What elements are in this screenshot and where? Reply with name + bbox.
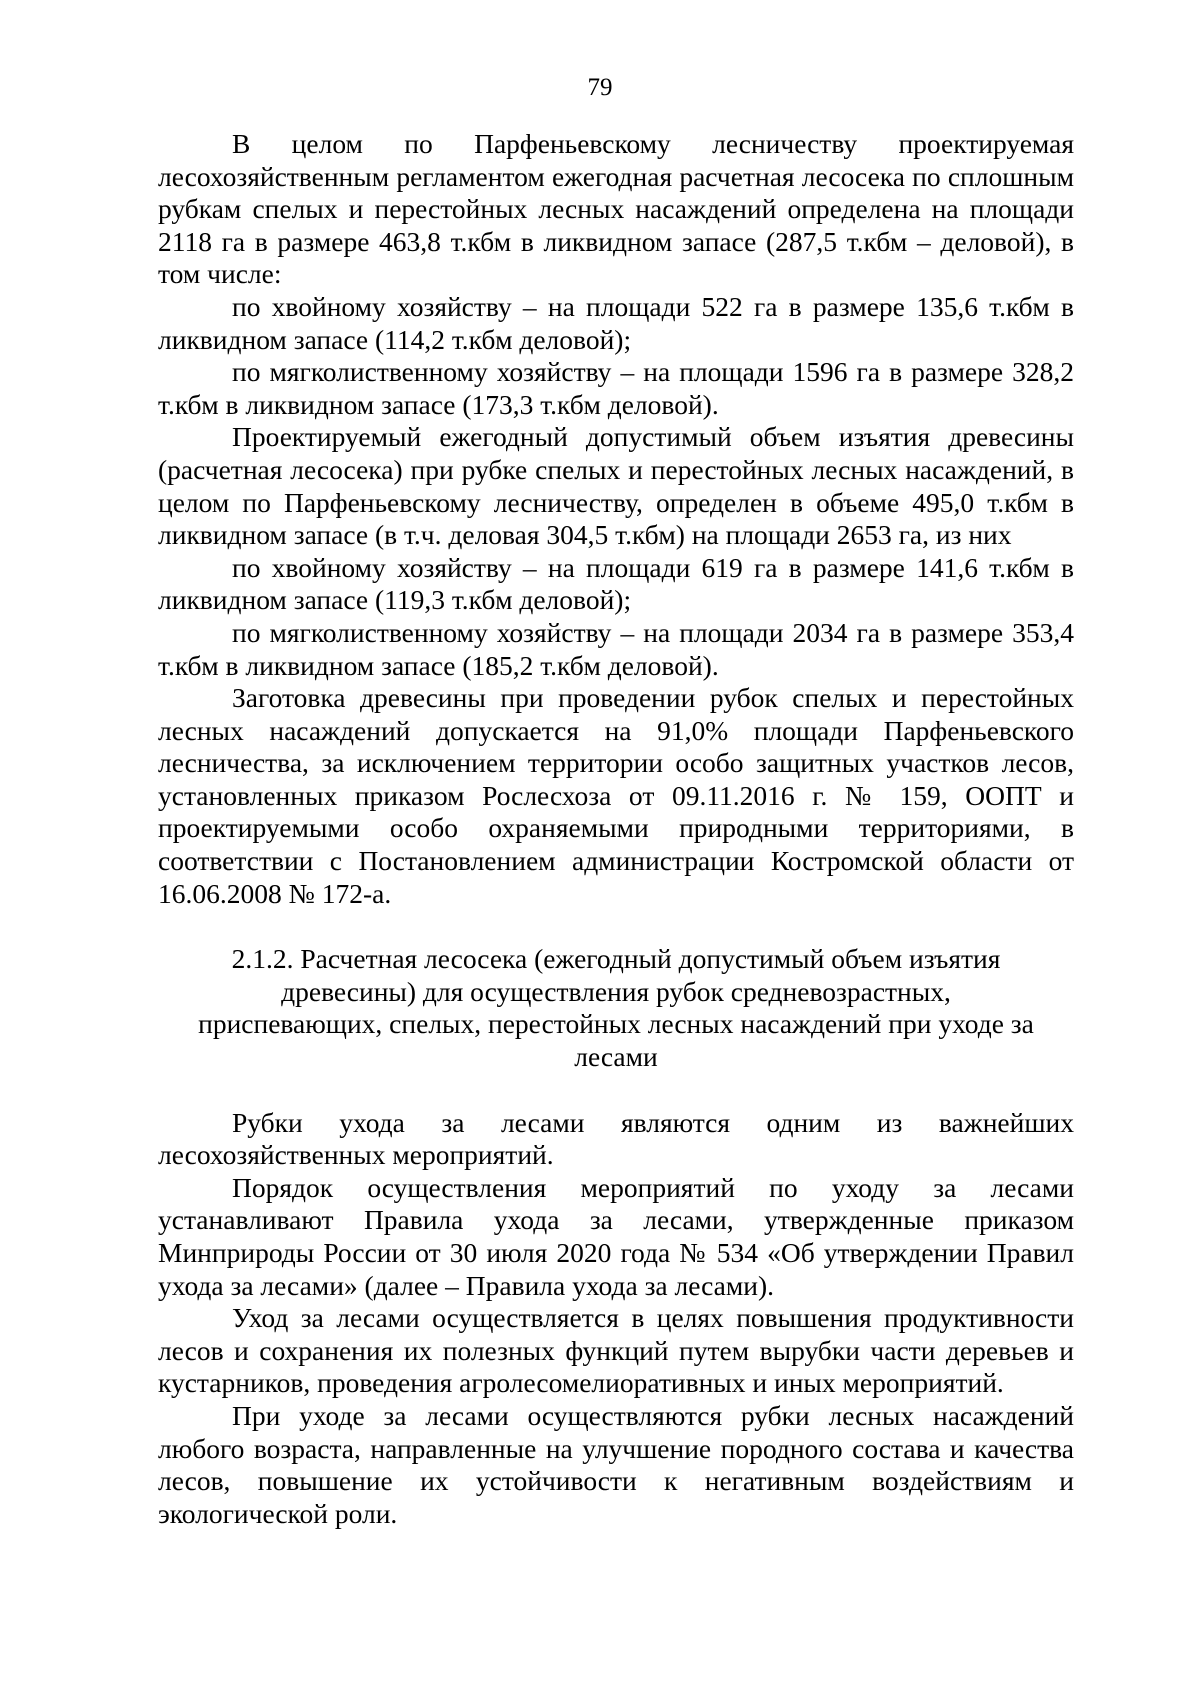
paragraph-thinning-cuts: При уходе за лесами осуществляются рубки лесных насаждений любого возраста, направленные на улучшение породного состава и качества лесов, повышение их устойчивости к негативным воздействиям и экологической роли.	[158, 1399, 1074, 1529]
paragraph-thinning-rules: Порядок осуществления мероприятий по уходу за лесами устанавливают Правила ухода за лесами, утвержденные приказом Минприроды России от 30 июля 2020 года № 534 «Об утверждении Правил ухода за лесами» (далее – Правила ухода за лесами).	[158, 1171, 1074, 1301]
page-number: 79	[587, 74, 613, 101]
paragraph-softwood-clearcut: по мягколиственному хозяйству – на площади 1596 га в размере 328,2 т.кбм в ликвидном запасе (173,3 т.кбм деловой).	[158, 356, 1074, 420]
paragraph-thinning-importance: Рубки ухода за лесами являются одним из важнейших лесохозяйственных мероприятий.	[158, 1106, 1074, 1171]
document-body	[158, 128, 1074, 1530]
paragraph-coniferous-projected: по хвойному хозяйству – на площади 619 га в размере 141,6 т.кбм в ликвидном запасе (119,3 т.кбм деловой);	[158, 551, 1074, 616]
paragraph-allowable-cut-total: В целом по Парфеньевскому лесничеству проектируемая лесохозяйственным регламентом ежегодная расчетная лесосека по сплошным рубкам спелых и перестойных лесных насаждений определена на площади 2118 га в размере 463,8 т.кбм в ликвидном запасе (287,5 т.кбм – деловой), в том числе:	[158, 128, 1074, 290]
paragraph-harvest-area-share: Заготовка древесины при проведении рубок спелых и перестойных лесных насаждений допускается на 91,0% площади Парфеньевского лесничества, за исключением территории особо защитных участков лесов, установленных приказом Рослесхоза от 09.11.2016 г. № 159, ООПТ и проектируемыми особо охраняемыми природными территориями, в соответствии с Постановлением администрации Костромской области от 16.06.2008 № 172-а.	[158, 682, 1074, 909]
paragraph-coniferous-clearcut: по хвойному хозяйству – на площади 522 га в размере 135,6 т.кбм в ликвидном запасе (114,2 т.кбм деловой);	[158, 290, 1074, 355]
paragraph-softwood-projected: по мягколиственному хозяйству – на площади 2034 га в размере 353,4 т.кбм в ликвидном запасе (185,2 т.кбм деловой).	[158, 616, 1074, 681]
section-heading-2-1-2: 2.1.2. Расчетная лесосека (ежегодный допустимый объем изъятия древесины) для осуществления рубок средневозрастных, приспевающих, спелых, перестойных лесных насаждений при уходе за лесами	[198, 943, 1034, 1073]
paragraph-thinning-goals: Уход за лесами осуществляется в целях повышения продуктивности лесов и сохранения их полезных функций путем вырубки части деревьев и кустарников, проведения агролесомелиоративных и иных мероприятий.	[158, 1302, 1074, 1399]
paragraph-projected-volume: Проектируемый ежегодный допустимый объем изъятия древесины (расчетная лесосека) при рубке спелых и перестойных лесных насаждений, в целом по Парфеньевскому лесничеству, определен в объеме 495,0 т.кбм в ликвидном запасе (в т.ч. деловая 304,5 т.кбм) на площади 2653 га, из них	[158, 421, 1074, 551]
